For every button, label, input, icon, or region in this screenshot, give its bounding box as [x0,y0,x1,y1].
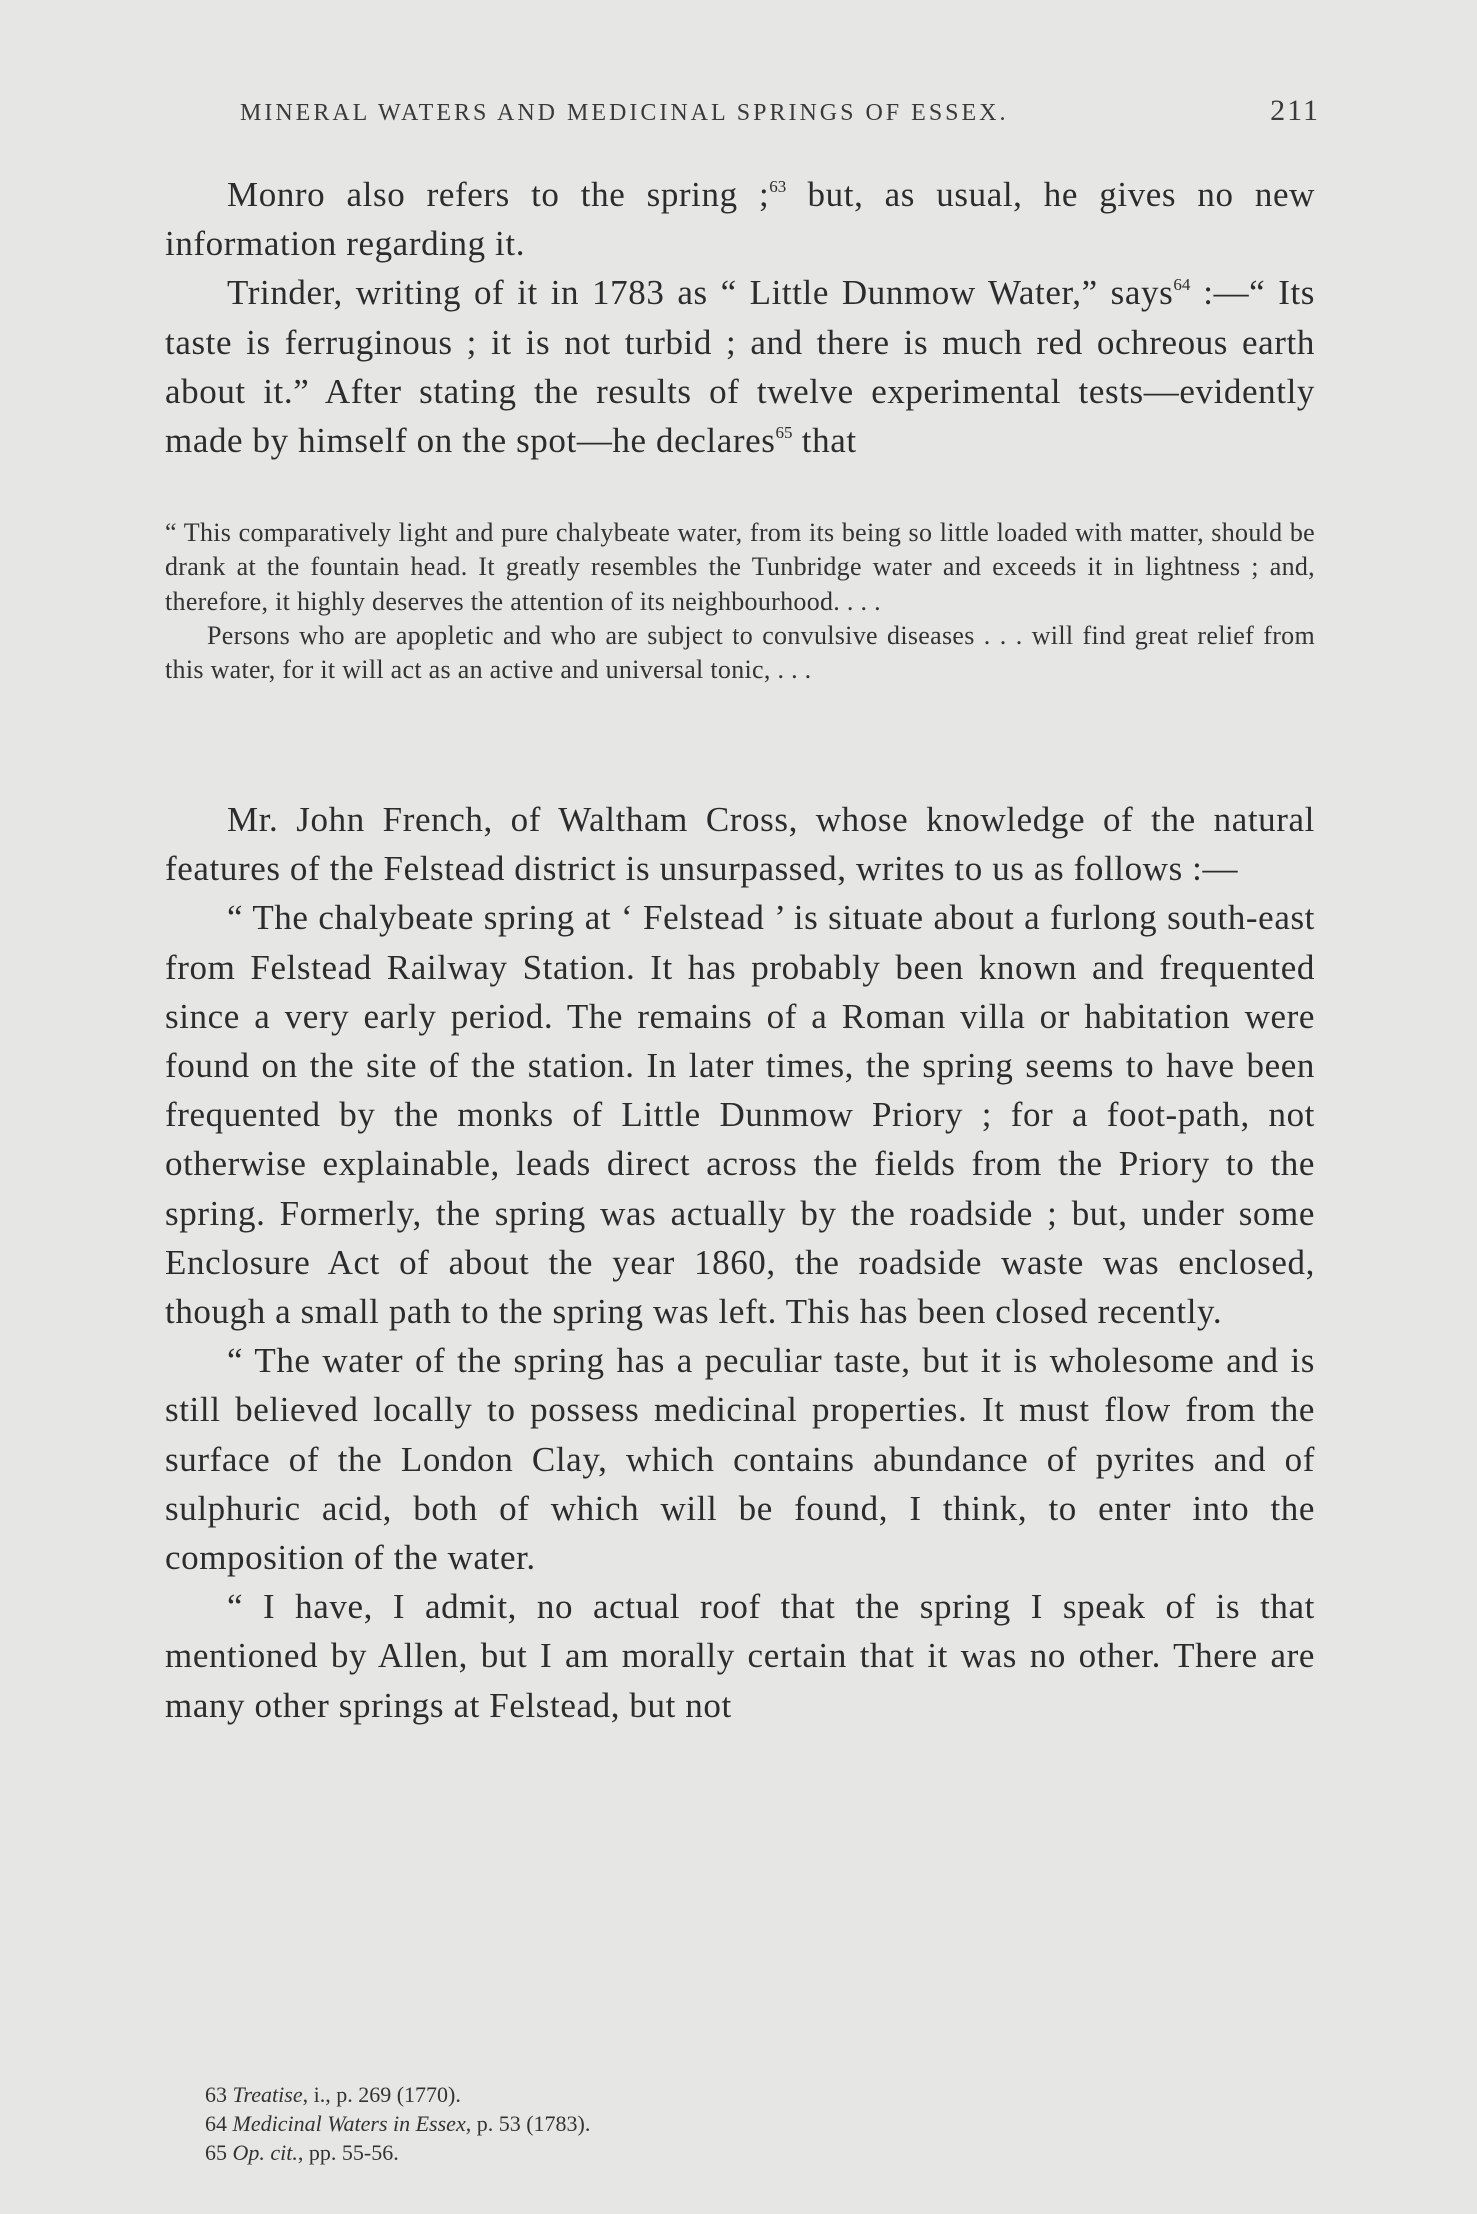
paragraph-water-taste: “ The water of the spring has a peculiar taste, but it is wholesome and is still believed locally to possess medicinal properties. It must flow from the surface of the London Clay, which contains abundance of pyrites and of sulphuric acid, both of which will be found, I think, to enter into the composition of the water. [165,1341,1315,1578]
footnote-number: 63 [205,2082,227,2107]
quote-paragraph: “ This comparatively light and pure chalybeate water, from its being so little loaded with matter, should be drank at the fountain head. It greatly resembles the Tunbridge water and exceeds it in lightness ; and, therefore, it highly deserves the attention of its neighbourhood. . . . [165,518,1315,616]
footnotes [205,2080,1105,2167]
footnote-text: , i., p. 269 (1770). [302,2082,461,2107]
text-run: Monro also refers to the spring ; [227,175,770,214]
footnote-title: Medicinal Waters in Essex [232,2111,466,2136]
footnote [205,2080,1105,2109]
running-head [240,94,1320,128]
footnote-number: 65 [205,2140,227,2165]
footnote-ref: 65 [775,423,793,443]
paragraph-french: Mr. John French, of Waltham Cross, whose knowledge of the natural features of the Felstead district is unsurpassed, writes to us as follows :— [165,800,1315,889]
text-run: but, as usual, he gives no new information regarding it. [165,175,1315,264]
quote-paragraph: Persons who are apopletic and who are subject to convulsive diseases . . . will find great relief from this water, for it will act as an active and universal tonic, . . . [165,620,1315,685]
page-number: 211 [1270,94,1320,127]
footnote [205,2109,1105,2138]
footnote-ref: 64 [1173,275,1191,295]
paragraph-allen: “ I have, I admit, no actual roof that the spring I speak of is that mentioned by Allen, but I am morally certain that it was no other. There are many other springs at Felstead, but not [165,1587,1315,1725]
paragraph-spring-location: “ The chalybeate spring at ‘ Felstead ’ is situate about a furlong south-east from Felstead Railway Station. It has probably been known and frequented since a very early period. The remains of a Roman villa or habitation were found on the site of the station. In later times, the spring seems to have been frequented by the monks of Little Dunmow Priory ; for a foot-path, not otherwise explainable, leads direct across the fields from the Priory to the spring. Formerly, the spring was actually by the roadside ; but, under some Enclosure Act of about the year 1860, the roadside waste was enclosed, though a small path to the spring was left. This has been closed recently. [165,898,1315,1332]
opening-paragraphs [165,170,1315,465]
text-run: Trinder, writing of it in 1783 as “ Little Dunmow Water,” says [227,273,1174,313]
footnote-number: 64 [205,2111,227,2136]
block-quote [165,516,1315,687]
footnote-title: Op. cit. [232,2140,298,2165]
footnote-text: , p. 53 (1783). [465,2111,591,2136]
text-run: that [792,421,857,461]
footnote-title: Treatise [232,2082,303,2107]
footnote-ref: 63 [769,177,787,196]
paragraph-monro [165,170,1315,268]
body-paragraphs [165,795,1315,1730]
text-run: :—“ Its taste is ferruginous ; it is not turbid ; and there is much red ochreous earth about it.” After stating the results of twelve experimental tests—evidently made by himself on the spot—he declares [165,273,1315,461]
footnote [205,2138,1105,2167]
paragraph-trinder [165,268,1315,465]
footnote-text: , pp. 55-56. [297,2140,399,2165]
running-title: MINERAL WATERS AND MEDICINAL SPRINGS OF ESSEX. [240,100,1009,126]
